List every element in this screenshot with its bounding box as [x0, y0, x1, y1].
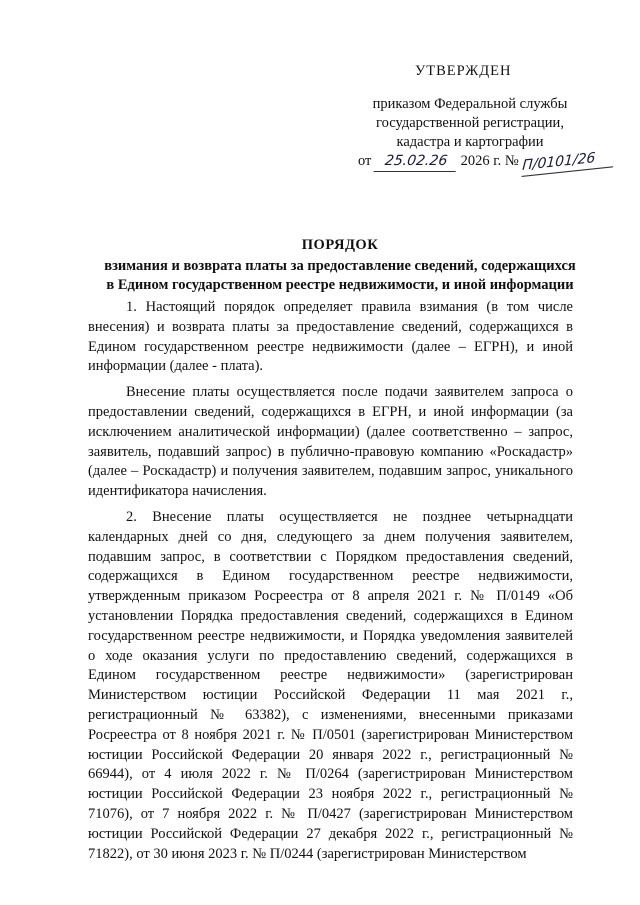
approval-line-1: приказом Федеральной службы	[372, 96, 568, 112]
document-title-block	[60, 236, 620, 295]
document-body	[88, 298, 573, 870]
paragraph-3: 2. Внесение платы осуществляется не позднее четырнадцати календарных дней со дня, следующего за днем получения заявителем, подавшим запрос, в соответствии с Порядком предоставления сведений, содержащихся в Едином государственном реестре недвижимости, утвержденным приказом Росреестра от 8 апреля 2021 г. № П/0149 «Об установлении Порядка предоставления сведений, содержащихся в Едином государственном реестре недвижимости, и Порядка уведомления заявителей о ходе оказания услуги по предоставлению сведений, содержащихся в Едином государственном реестре недвижимости» (зарегистрирован Министерством юстиции Российской Федерации 11 мая 2021 г., регистрационный № 63382), с изменениями, внесенными приказами Росреестра от 8 ноября 2021 г. № П/0501 (зарегистрирован Министерством юстиции Российской Федерации 20 января 2022 г., регистрационный № 66944), от 4 июля 2022 г. № П/0264 (зарегистрирован Министерством юстиции Российской Федерации 23 ноября 2022 г., регистрационный № 71076), от 7 ноября 2022 г. № П/0427 (зарегистрирован Министерством юстиции Российской Федерации 27 декабря 2022 г., регистрационный № 71822), от 30 июня 2023 г. № П/0244 (зарегистрирован Министерством	[88, 508, 573, 862]
paragraph-1: 1. Настоящий порядок определяет правила взимания (в том числе внесения) и возврата платы за предоставление сведений, содержащихся в Едином государственном реестре недвижимости (далее – ЕГРН), и иной информации (далее - плата).	[88, 299, 573, 375]
document-title: ПОРЯДОК	[301, 237, 379, 253]
document-subtitle-line-2: в Едином государственном реестре недвижимости, и иной информации	[106, 277, 574, 293]
approval-heading: УТВЕРЖДЕН	[415, 63, 512, 79]
paragraph-2: Внесение платы осуществляется после подачи заявителем запроса о предоставлении сведений, содержащихся в ЕГРН, и иной информации (за исключением аналитической информации) (далее соответственно – запрос, заявитель, подавший запрос) в публично-правовую компанию «Роскадастр» (далее – Роскадастр) и получения заявителем, подавшим запрос, уникального идентификатора начисления.	[88, 384, 573, 500]
date-prefix: от	[358, 153, 372, 169]
approval-block	[340, 62, 600, 172]
approval-date-line	[340, 152, 600, 172]
approval-line-3: кадастра и картографии	[396, 134, 544, 150]
approval-line-2: государственной регистрации,	[376, 115, 564, 131]
handwritten-date: 25.02.26	[374, 152, 459, 172]
date-suffix: 2026 г. №	[460, 153, 519, 169]
document-subtitle-line-1: взимания и возврата платы за предоставление сведений, содержащихся	[104, 258, 576, 274]
handwritten-order-number: П/0101/26	[522, 147, 615, 177]
